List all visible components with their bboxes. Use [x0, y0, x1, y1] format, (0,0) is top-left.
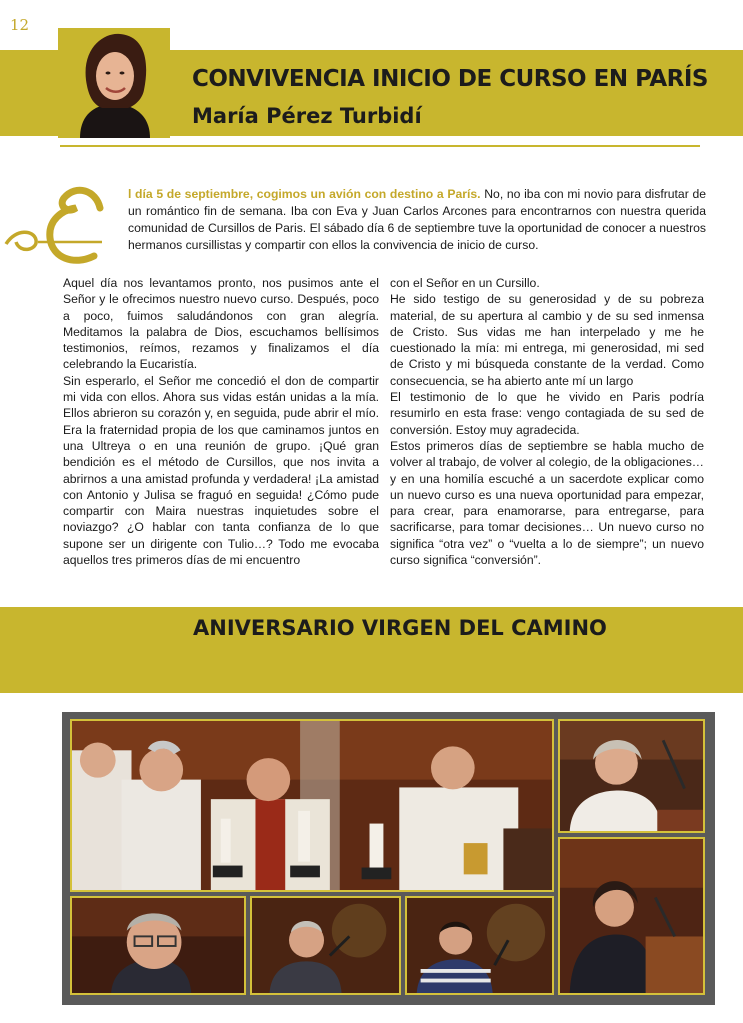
paragraph: Estos primeros días de septiembre se habla mucho de volver al trabajo, de volver al colegio, de la obligaciones… y en una homilía escuché a un sacerdote explicar como un nuevo curso es una nueva oportunidad para empezar, para crear, para enamorarse, para entregarse, para sacrificarse, para tomar decisiones… Un nuevo curso no significa “otra vez” o “vuelta a lo de siempre”; un nuevo curso significa “conversión”.: [390, 438, 704, 568]
photo-young-man-striped: [405, 896, 554, 995]
photo-woman-reading: [558, 719, 705, 833]
photo-man-microphone: [250, 896, 401, 995]
paragraph: Aquel día nos levantamos pronto, nos pusimos ante el Señor y le ofrecimos nuestro nuevo curso. Después, poco a poco, fuimos saludándonos con gran alegría. Meditamos la palabra de Dios, escuchamos bellísimos testimonios, reímos, rezamos y finalizamos el día celebrando la Eucaristía.: [63, 276, 379, 372]
author-portrait: [58, 28, 170, 138]
paragraph: He sido testigo de su generosidad y de su pobreza material, de su apertura al cambio y de su sed inmensa de Cristo. Sus vidas me han interpelado y me he cuestionado la mía: mi entrega, mi generosidad, mi sed de Cristo y mi búsqueda constante de la verdad. Como consecuencia, se ha abierto ante mí un largo: [390, 292, 704, 388]
article-author: María Pérez Turbidí: [192, 104, 422, 128]
decorative-dropcap-e: [2, 180, 110, 272]
page-number: 12: [10, 16, 30, 34]
intro-paragraph: [128, 186, 706, 254]
paragraph: con el Señor en un Cursillo.: [390, 276, 540, 290]
photo-gallery: [62, 712, 715, 1005]
intro-rest: No, no iba con mi novio para disfrutar de un romántico fin de semana. Iba con Eva y Juan Carlos Arcones para encontrarnos con nuestra querida comunidad de Cursillos de Paris. El sábado día 6 de septiembre tuve la oportunidad de conocer a nuestros hermanos cursillistas y compartir con ellos la convivencia de inicio de curso.: [128, 187, 706, 252]
photo-older-man-glasses: [70, 896, 246, 995]
article-title: CONVIVENCIA INICIO DE CURSO EN PARÍS: [192, 66, 708, 92]
header-divider: [60, 145, 700, 147]
paragraph: Sin esperarlo, el Señor me concedió el don de compartir mi vida con ellos. Ahora sus vidas están unidas a la mía. Ellos abrieron su corazón y, en seguida, pude abrir el mío. Era la fraternidad propia de los que caminamos juntos en una Ultreya o en una reunión de grupo. ¡Qué gran bendición es el método de Cursillos, que nos invita a abrirnos a una amistad profunda y verdadera! ¡La amistad con Antonio y Julisa se fraguó en seguida! ¿Cómo pude compartir con Maira nuestras inquietudes sobre el noviazgo? ¿O hablar con tanta confianza de lo que supone ser un dirigente con Tulio…? Todo me evocaba aquellos tres primeros días de mi encuentro: [63, 373, 379, 568]
body-column-right: [390, 275, 704, 568]
paragraph: El testimonio de lo que he vivido en Paris podría resumirlo en esta frase: vengo contagiada de su sed de conversión. Estoy muy agradecida.: [390, 390, 704, 437]
intro-lead: l día 5 de septiembre, cogimos un avión con destino a París.: [128, 187, 481, 201]
body-column-left: [63, 275, 379, 568]
photo-woman-lectern: [558, 837, 705, 995]
photo-priests-altar: [70, 719, 554, 892]
section-title: ANIVERSARIO VIRGEN DEL CAMINO: [193, 616, 607, 640]
